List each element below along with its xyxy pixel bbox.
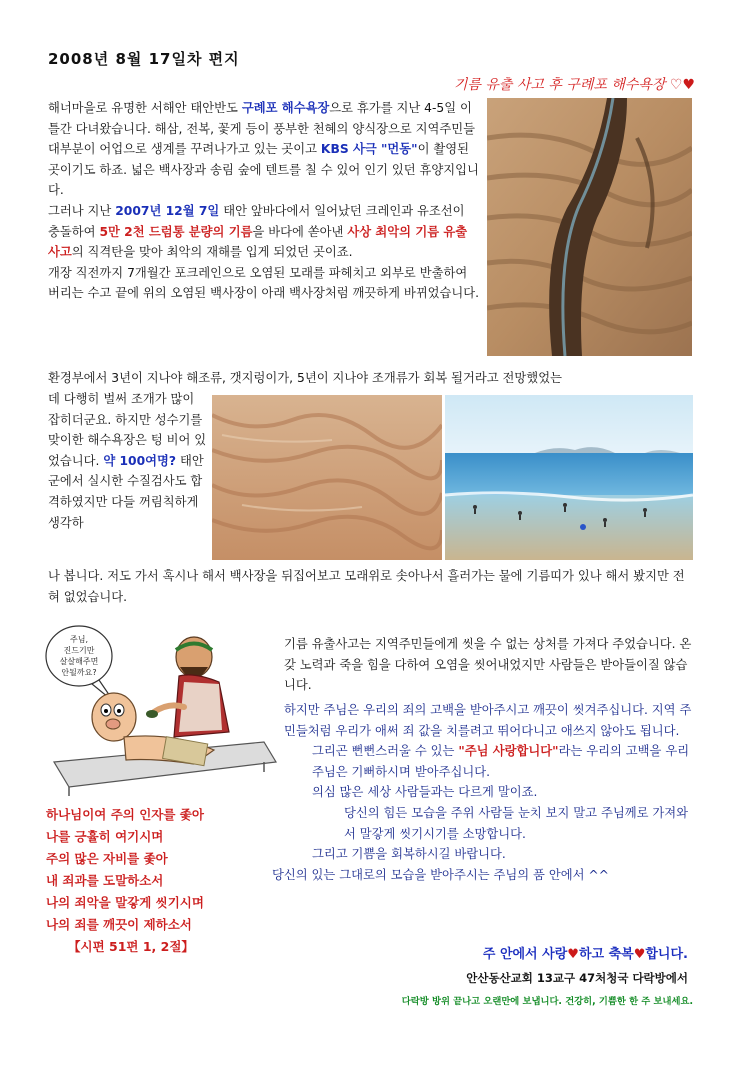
verse-line: 나를 긍휼히 여기시며	[46, 829, 164, 844]
bubble-line: 진드기만	[63, 646, 95, 655]
text-segment: 사랑	[542, 947, 568, 962]
text-segment: 의 직격탄을 맞아 최악의 재해를 입게 되었던 곳이죠.	[71, 245, 353, 260]
subtitle-text: 기름 유출 사고 후 구례포 해수욕장	[453, 77, 666, 93]
heart-icon: ♥	[567, 947, 579, 962]
sender-line: 안산동산교회 13교구 47처청국 다락방에서	[466, 971, 688, 985]
letter-date: 2008년 8월 17일차 편지	[48, 50, 240, 68]
devotion-line: 하지만 주님은 우리의 죄의 고백을 받아주시고 깨끗이 씻겨주십니다. 지역 주민들처럼 우리가 애써 죄 값을 치를려고 뛰어다니고 애쓰지 않아도 됩니다.	[284, 703, 692, 738]
highlight-drama: KBS 사극 "먼동"	[320, 142, 418, 157]
text-segment: 주 안에서	[482, 947, 543, 962]
verse-line: 하나님이여 주의 인자를 좇아	[46, 807, 204, 822]
text-segment: 축복	[608, 947, 634, 962]
text-segment: 합니다.	[645, 947, 688, 962]
devotion-line	[284, 741, 694, 782]
blessing-line	[483, 943, 688, 962]
text-segment: 개장 직전까지 7개월간 포크레인으로 오염된 모래를 파헤치고 외부로 반출하여 버리는 수고 끝에 위의 오염된 백사장이 아래 백사장처럼 깨끗하게 바뀌었습니다.	[48, 265, 480, 301]
bubble-line: 살살해주면	[59, 657, 99, 666]
text-segment: 해너마을로 유명한 서해안 태안반도	[48, 101, 242, 115]
closing-note: 다락방 방위 끝나고 오랜만에 보냅니다. 건강히, 기쁨한 한 주 보내세요.	[401, 996, 693, 1007]
highlight-confession: "주님 사랑합니다"	[458, 744, 559, 759]
text-segment: 라는 우리의 고백을 우리 주님은 기뻐하시며 받아주십니다.	[312, 744, 690, 779]
text-segment: 하고	[578, 947, 609, 962]
bubble-line: 주님,	[70, 635, 88, 644]
heart-icon: ♡♥	[669, 77, 695, 93]
highlight-visitors: 약 100여명?	[103, 453, 177, 468]
highlight-oil-amount: 5만 2천 드럼통 분량의 기름	[99, 224, 253, 239]
heart-icon: ♥	[633, 947, 646, 962]
highlight-accident: 사상 최악의 기름 유출 사고	[48, 224, 468, 260]
environment-paragraph: 환경부에서 3년이 지나야 해조류, 갯지렁이가, 5년이 지나야 조개류가 회복 될거라고 전망했었는	[48, 371, 562, 385]
text-segment: 이 촬영된 곳이기도 하죠. 넓은 백사장과 송림 숲에 텐트를 칠 수 있어 인기 있던 휴양지입니다.	[48, 142, 479, 198]
text-segment: 으로 휴가를 지난 4-5일 이틀간 다녀왔습니다. 해삼, 전복, 꽃게 등이 풍부한 천혜의 양식장으로 지역주민들 대부분이 어업으로 생계를 꾸려나가고 있는 곳이고	[48, 101, 476, 157]
text-segment: 태안 앞바다에서 일어났던 크레인과 유조선이 충돌하여	[48, 203, 465, 239]
devotion-line: 당신의 힘든 모습을 주위 사람들 눈치 보지 말고 주님께로 가져와서 말갛게 씻기시기를 소망합니다.	[344, 805, 689, 841]
beach-sea-photo	[445, 395, 693, 560]
text-segment: 데 다행히 벌써 조개가 많이 잡히더군요. 하지만 성수기를 맞이한 해수욕장은 텅 비어 있었습니다.	[48, 392, 207, 468]
letter-subtitle	[454, 74, 695, 94]
text-segment: 을 바다에 쏟아낸	[252, 224, 348, 239]
wound-paragraph: 기름 유출사고는 지역주민들에게 씻을 수 없는 상처를 가져다 주었습니다. 온갖 노력과 죽을 힘을 다하여 오염을 씻어내었지만 사람들은 받아들이질 않습니다.	[284, 637, 692, 693]
bubble-line: 안될까요?	[61, 668, 97, 677]
verse-line: 내 죄과를 도말하소서	[46, 873, 164, 888]
text-segment: 태안군에서 실시한 수질검사도 합격하였지만 다들 꺼림칙하게 생각하	[48, 453, 204, 530]
devotion-line: 의심 많은 세상 사람들과는 다르게 말이죠.	[312, 785, 538, 800]
beach-status-paragraph	[48, 389, 208, 533]
inspection-paragraph: 나 봅니다. 저도 가서 혹시나 해서 백사장을 뒤집어보고 모래위로 솟아나서 흘러가는 물에 기름띠가 있나 해서 봤지만 전혀 없었습니다.	[48, 569, 685, 604]
devotion-paragraph	[272, 700, 694, 885]
psalm-verse	[46, 804, 236, 958]
verse-line: 나의 죄악을 말갛게 씻기시며	[46, 895, 204, 910]
intro-paragraph	[48, 98, 480, 304]
verse-line: 주의 많은 자비를 좇아	[46, 851, 168, 866]
verse-line: 나의 죄를 깨끗이 제하소서	[46, 917, 192, 932]
oil-polluted-beach-photo	[487, 98, 692, 356]
verse-reference: 【시편 51편 1, 2절】	[68, 939, 194, 954]
text-segment: 그리곤 뻔뻔스러울 수 있는	[312, 744, 459, 759]
devotion-line: 그리고 기쁨을 회복하시길 바랍니다.	[312, 847, 506, 862]
cartoon-illustration	[44, 612, 282, 798]
devotion-line: 당신의 있는 그대로의 모습을 받아주시는 주님의 품 안에서 ^^	[272, 867, 609, 882]
clean-sand-photo	[212, 395, 442, 560]
text-segment: 그러나 지난	[48, 203, 116, 218]
highlight-date: 2007년 12월 7일	[115, 203, 220, 218]
highlight-beach: 구례포 해수욕장	[241, 101, 330, 115]
